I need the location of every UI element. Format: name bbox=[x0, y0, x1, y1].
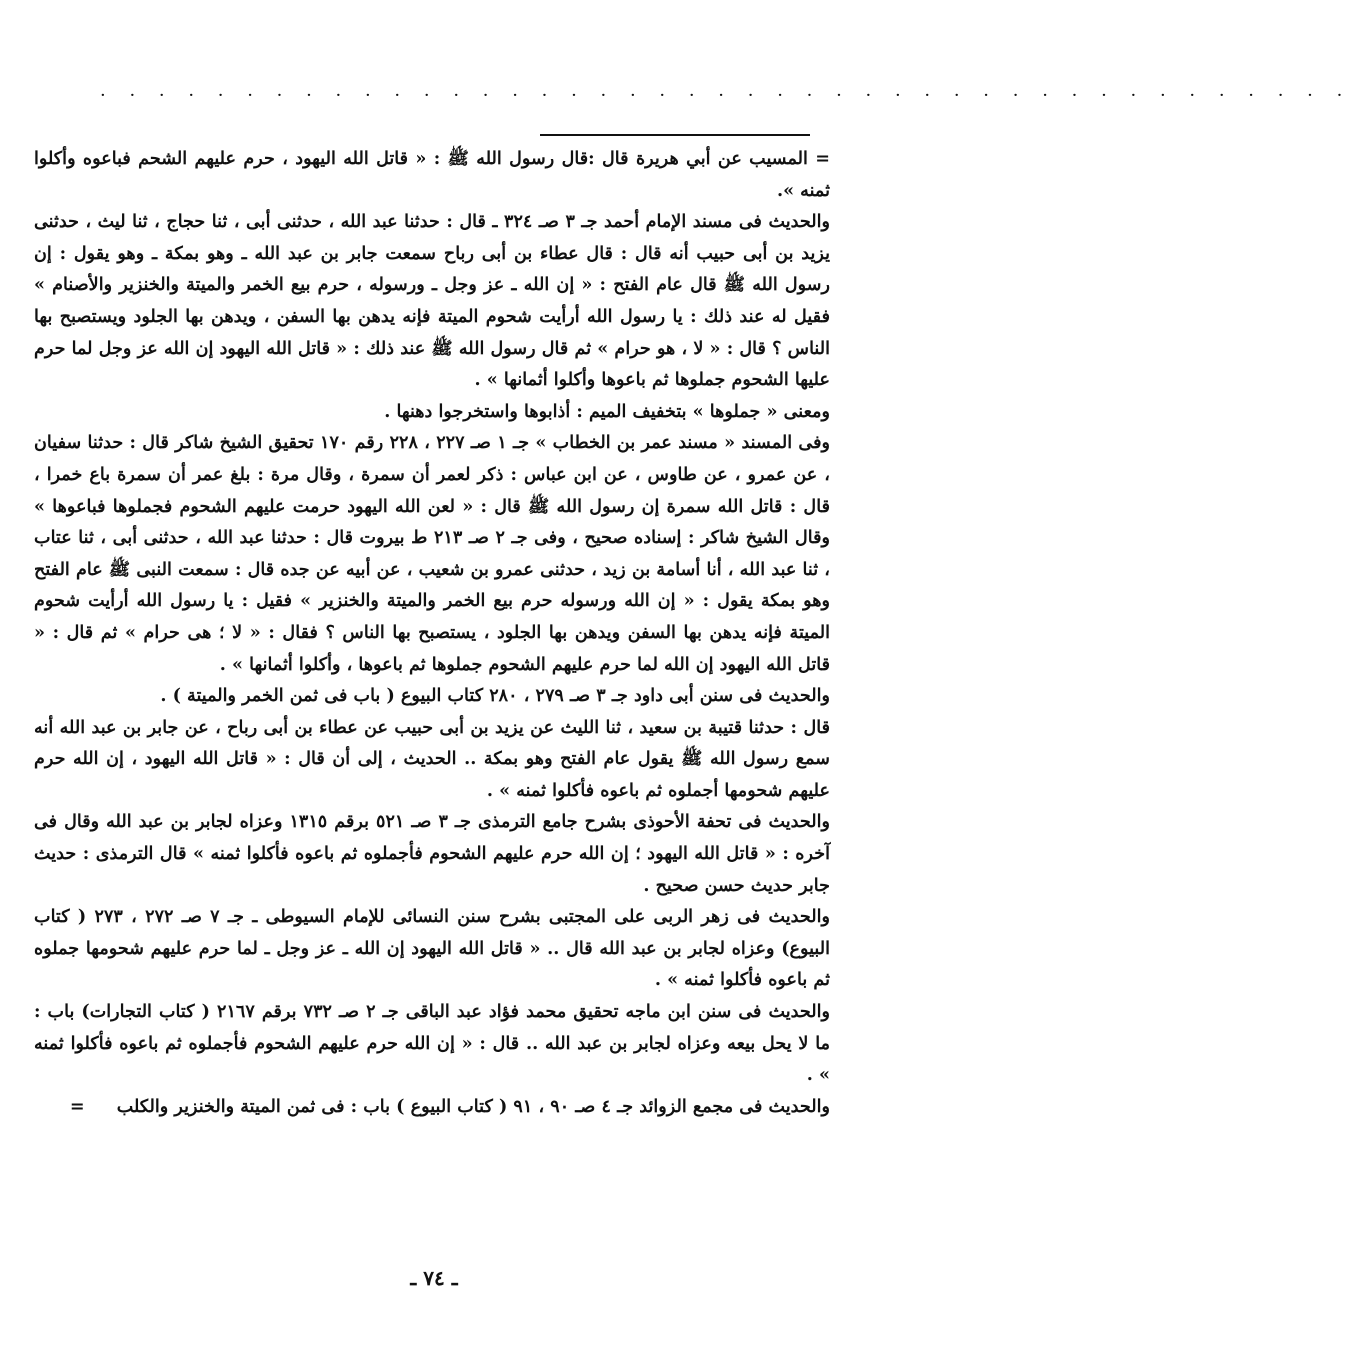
paragraph: قال : حدثنا قتيبة بن سعيد ، ثنا الليث عن يزيد بن أبى حبيب عن عطاء بن أبى رباح ، عن جابر بن عبد الله أنه سمع رسول الله ﷺ يقول عام الفتح وهو بمكة .. الحديث ، إلى أن قال : « قاتل الله اليهود ، إن الله حرم عليهم شحومها أجملوه ثم باعوه فأكلوا ثمنه » . bbox=[34, 716, 830, 801]
paragraph: = المسيب عن أبي هريرة قال :قال رسول الله ﷺ : « قاتل الله اليهود ، حرم عليهم الشحم فباعوه وأكلوا ثمنه ». bbox=[34, 148, 830, 201]
paragraph: وفى المسند « مسند عمر بن الخطاب » جـ ١ صـ ٢٢٧ ، ٢٢٨ رقم ١٧٠ تحقيق الشيخ شاكر قال : حدثنا سفيان ، عن عمرو ، عن طاوس ، عن ابن عباس : ذكر لعمر أن سمرة ، وقال مرة : بلغ عمر أن سمرة باع خمرا ، قال : قاتل الله سمرة إن رسول الله ﷺ قال : « لعن الله اليهود حرمت عليهم الشحوم فجملوها فباعوها » وقال الشيخ شاكر : إسناده صحيح ، وفى جـ ٢ صـ ٢١٣ ط بيروت قال : حدثنا عبد الله ، حدثنى أبى ، ثنا عتاب ، ثنا عبد الله ، أنا أسامة بن زيد ، حدثنى عمرو بن شعيب ، عن أبيه عن جده قال : سمعت النبى ﷺ عام الفتح وهو بمكة يقول : « إن الله ورسوله حرم بيع الخمر والميتة والخنزير » فقيل : يا رسول الله أرأيت شحوم الميتة فإنه يدهن بها السفن ويدهن بها الجلود ، يستصبح بها الناس ؟ فقال : « لا ؛ هى حرام » ثم قال : « قاتل الله اليهود إن الله لما حرم عليهم الشحوم جملوها ثم باعوها ، وأكلوا أثمانها » . bbox=[34, 432, 830, 675]
paragraph: والحديث فى سنن أبى داود جـ ٣ صـ ٢٧٩ ، ٢٨٠ كتاب البيوع ( باب فى ثمن الخمر والميتة ) . bbox=[160, 685, 830, 707]
paragraph-last bbox=[34, 1091, 830, 1123]
paragraph: والحديث فى تحفة الأحوذى بشرح جامع الترمذى جـ ٣ صـ ٥٢١ برقم ١٣١٥ وعزاه لجابر بن عبد الله وقال فى آخره : « قاتل الله اليهود ؛ إن الله حرم عليهم الشحوم فأجملوه ثم باعوه فأكلوا ثمنه » قال الترمذى : حديث جابر حديث حسن صحيح . bbox=[34, 811, 830, 896]
footnote-separator bbox=[540, 134, 810, 136]
header-dotted-rule: · · · · · · · · · · · · · · · · · · · · · · · · · · · · · · · · · · · · · · · · · · · bbox=[100, 85, 1351, 106]
last-line-text: والحديث فى مجمع الزوائد جـ ٤ صـ ٩٠ ، ٩١ ( كتاب البيوع ) باب : فى ثمن الميتة والخنزير والكلب bbox=[116, 1095, 830, 1117]
paragraph: والحديث فى مسند الإمام أحمد جـ ٣ صـ ٣٢٤ ـ قال : حدثنا عبد الله ، حدثنى أبى ، ثنا حجاج ، ثنا ليث ، حدثنى يزيد بن أبى حبيب أنه قال : قال عطاء بن أبى رباح سمعت جابر بن عبد الله ـ وهو بمكة ـ وهو يقول : إن رسول الله ﷺ قال عام الفتح : « إن الله ـ عز وجل ـ ورسوله ، حرم بيع الخمر والميتة والخنزير والأصنام » فقيل له عند ذلك : يا رسول الله أرأيت شحوم الميتة فإنه يدهن بها السفن ، ويدهن بها الجلود ويستصبح بها الناس ؟ قال : « لا ، هو حرام » ثم قال رسول الله ﷺ عند ذلك : « قاتل الله اليهود إن الله عز وجل لما حرم عليها الشحوم جملوها ثم باعوها وأكلوا أثمانها » . bbox=[34, 211, 830, 391]
page-number: ـ ٧٤ ـ bbox=[410, 1266, 458, 1290]
footnote-body bbox=[34, 143, 830, 1122]
continuation-marker: = bbox=[69, 1095, 85, 1117]
paragraph: ومعنى « جملوها » بتخفيف الميم : أذابوها واستخرجوا دهنها . bbox=[384, 400, 830, 422]
paragraph: والحديث فى زهر الربى على المجتبى بشرح سنن النسائى للإمام السيوطى ـ جـ ٧ صـ ٢٧٢ ، ٢٧٣ ( كتاب البيوع) وعزاه لجابر بن عبد الله قال .. « قاتل الله اليهود إن الله ـ عز وجل ـ لما حرم عليهم شحومها جملوه ثم باعوه فأكلوا ثمنه » . bbox=[34, 906, 830, 991]
paragraph: والحديث فى سنن ابن ماجه تحقيق محمد فؤاد عبد الباقى جـ ٢ صـ ٧٣٢ برقم ٢١٦٧ ( كتاب التجارات) باب : ما لا يحل بيعه وعزاه لجابر بن عبد الله .. قال : « إن الله حرم عليهم الشحوم فأجملوه ثم باعوه فأكلوا ثمنه » . bbox=[34, 1001, 830, 1086]
